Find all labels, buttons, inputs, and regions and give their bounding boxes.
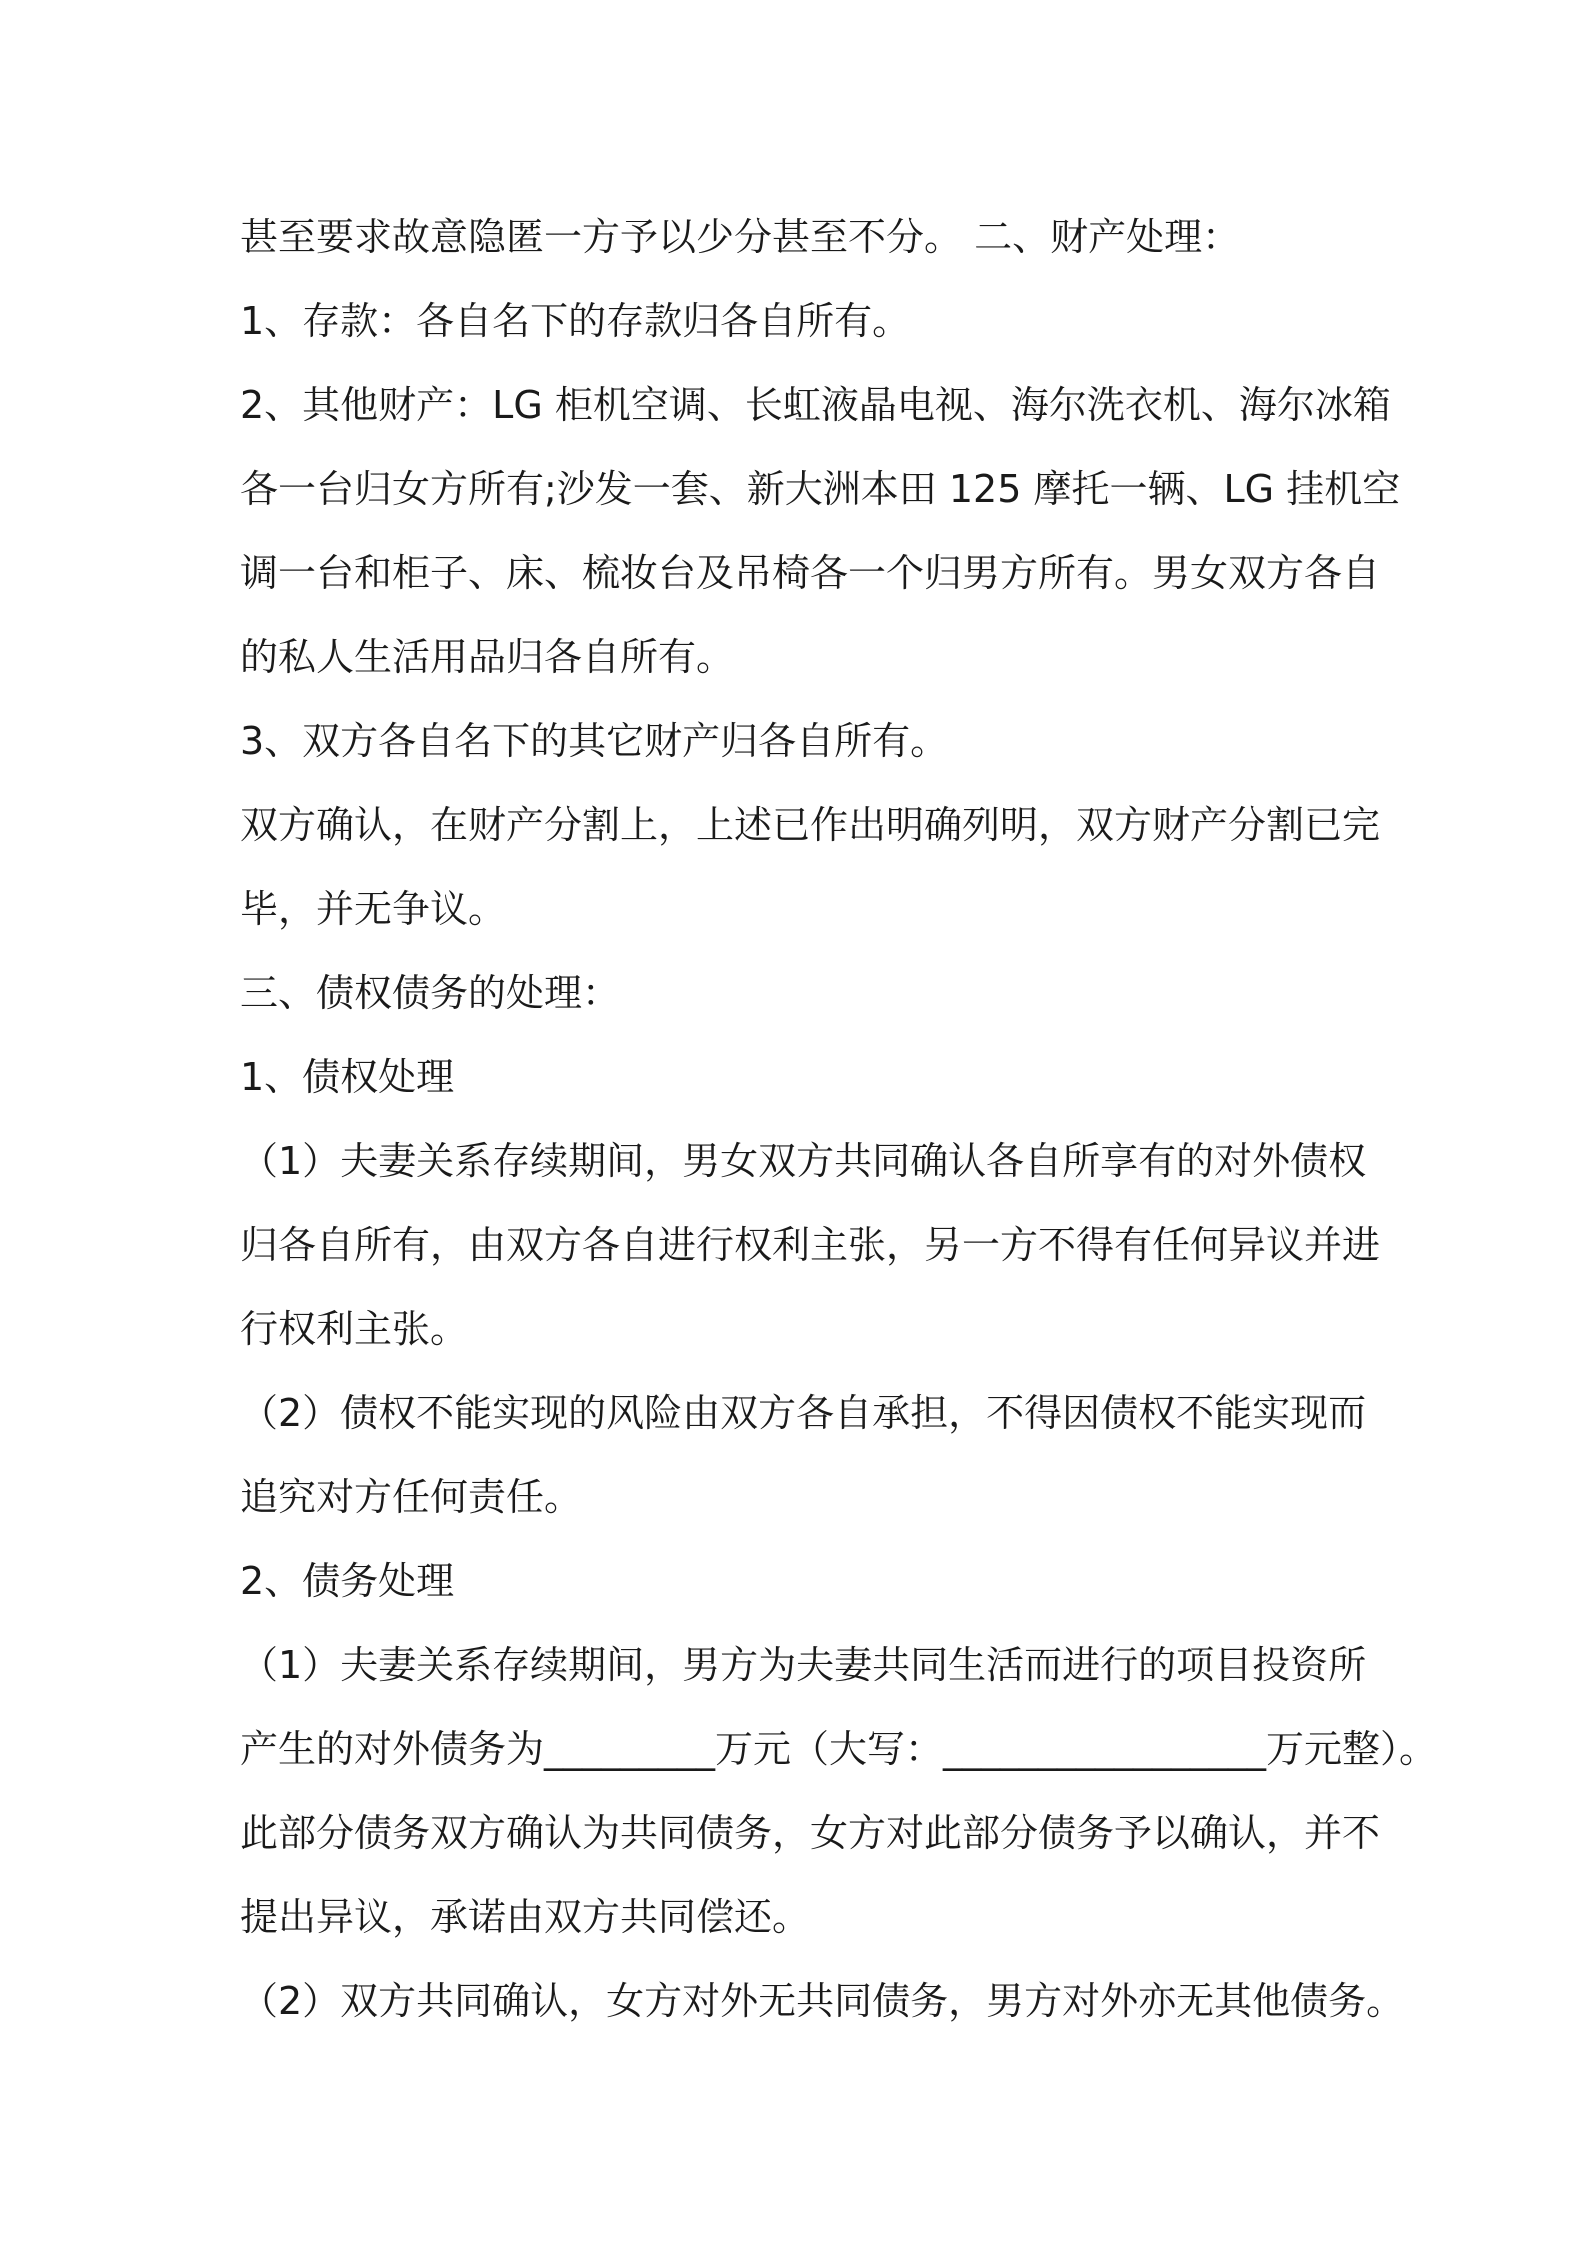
- text-line-with-blanks: 产生的对外债务为_________万元（大写：_________________万元整）。: [240, 1727, 1438, 1771]
- text-line: 此部分债务双方确认为共同债务，女方对此部分债务予以确认，并不: [240, 1811, 1381, 1855]
- section-heading: 三、债权债务的处理：: [240, 971, 621, 1015]
- text-line: 行权利主张。: [240, 1307, 469, 1351]
- subsection-heading: 1、债权处理: [240, 1055, 455, 1099]
- text-line: 双方确认，在财产分割上，上述已作出明确列明，双方财产分割已完: [240, 803, 1381, 847]
- subsection-heading: 2、债务处理: [240, 1559, 455, 1603]
- text-line: 归各自所有，由双方各自进行权利主张，另一方不得有任何异议并进: [240, 1223, 1381, 1267]
- document-page: [240, 195, 1438, 2043]
- text-line: 3、双方各自名下的其它财产归各自所有。: [240, 719, 949, 763]
- text-line: 提出异议，承诺由双方共同偿还。: [240, 1895, 811, 1939]
- text-line: （1）夫妻关系存续期间，男方为夫妻共同生活而进行的项目投资所: [240, 1643, 1367, 1687]
- text-line: 各一台归女方所有;沙发一套、新大洲本田 125 摩托一辆、LG 挂机空: [240, 467, 1401, 511]
- text-line: 追究对方任何责任。: [240, 1475, 583, 1519]
- text-line: 1、存款：各自名下的存款归各自所有。: [240, 299, 911, 343]
- text-line: （2）双方共同确认，女方对外无共同债务，男方对外亦无其他债务。: [240, 1979, 1405, 2023]
- text-line: 2、其他财产：LG 柜机空调、长虹液晶电视、海尔洗衣机、海尔冰箱: [240, 383, 1391, 427]
- text-line: （1）夫妻关系存续期间，男女双方共同确认各自所享有的对外债权: [240, 1139, 1367, 1183]
- text-line: 毕，并无争议。: [240, 887, 507, 931]
- text-line: 甚至要求故意隐匿一方予以少分甚至不分。 二、财产处理：: [240, 215, 1241, 259]
- text-line: （2）债权不能实现的风险由双方各自承担，不得因债权不能实现而: [240, 1391, 1367, 1435]
- text-line: 调一台和柜子、床、梳妆台及吊椅各一个归男方所有。男女双方各自: [240, 551, 1381, 595]
- text-line: 的私人生活用品归各自所有。: [240, 635, 735, 679]
